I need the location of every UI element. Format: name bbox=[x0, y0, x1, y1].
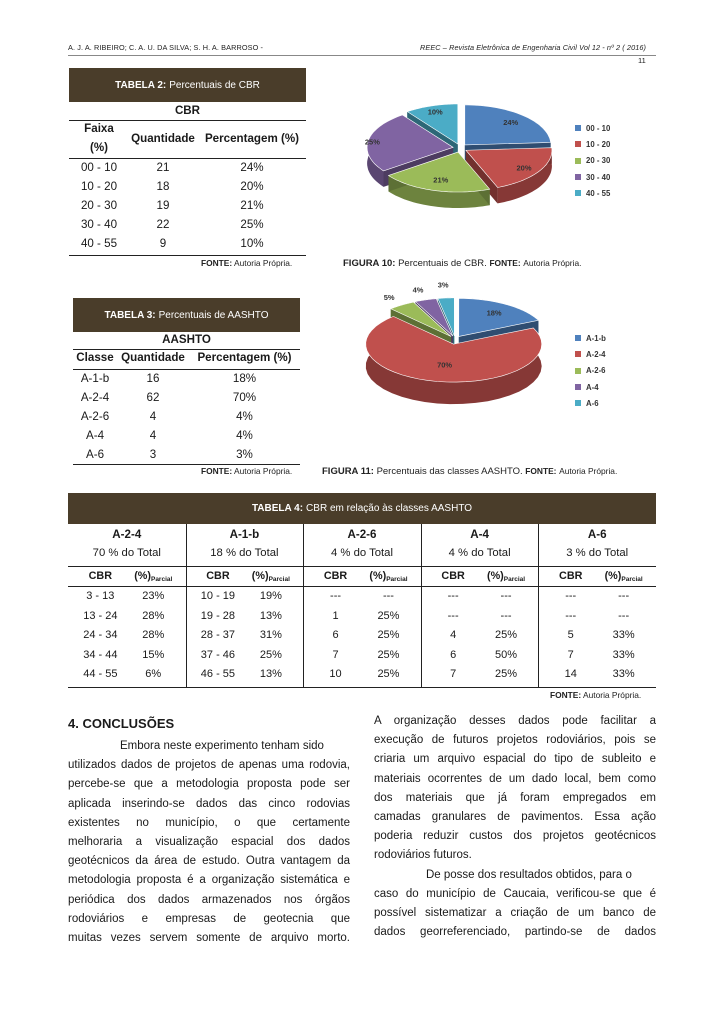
table4-cell-cbr: 1 bbox=[332, 609, 339, 622]
right-column-line: dados georreferenciado, partindo-se de dados bbox=[374, 926, 656, 939]
figure11-source-text: Autoria Própria. bbox=[559, 466, 618, 476]
table2-cell-percentagem: 24% bbox=[240, 161, 264, 174]
legend-swatch bbox=[575, 400, 581, 406]
page-number: 11 bbox=[638, 56, 646, 65]
table2-cell-percentagem: 10% bbox=[240, 237, 264, 250]
table4-sub-pct-label: (%) bbox=[251, 570, 269, 582]
left-column-line: existentes no município, o que certamente bbox=[68, 816, 350, 829]
table4-cell-cbr: 37 - 46 bbox=[200, 648, 236, 661]
legend-entry bbox=[575, 185, 610, 201]
running-header-authors: A. J. A. RIBEIRO; C. A. U. DA SILVA; S. H. A. BARROSO - bbox=[68, 43, 264, 52]
table4-group-name: A-4 bbox=[470, 528, 489, 541]
table3-source-label: FONTE: bbox=[201, 466, 233, 476]
table4-cell-pct: 25% bbox=[495, 629, 518, 641]
table4-cell-cbr: 28 - 37 bbox=[200, 629, 236, 641]
table4-cell-cbr: 34 - 44 bbox=[83, 648, 118, 661]
figure10-pie-slices bbox=[364, 104, 552, 208]
legend-swatch bbox=[575, 174, 581, 180]
table3-rule-bottom bbox=[73, 464, 300, 465]
left-column-line: melhoraria a visualização espacial dos dados bbox=[68, 836, 350, 849]
table4-group-name: A-6 bbox=[587, 528, 607, 541]
pie-data-label: 21% bbox=[433, 175, 449, 185]
legend-entry bbox=[575, 169, 610, 185]
table4-cell-pct: --- bbox=[382, 590, 394, 602]
legend-label: A-6 bbox=[586, 398, 599, 408]
table4-sub-pct bbox=[597, 570, 650, 583]
right-column-line: De posse dos resultados obtidos, para o bbox=[426, 868, 632, 881]
table2-rule-top bbox=[69, 120, 306, 121]
figure11-pie-chart bbox=[350, 280, 560, 438]
table4-cell-pct: 28% bbox=[142, 609, 165, 622]
table4-cell-pct: 25% bbox=[377, 648, 400, 661]
table4-cell-pct: 19% bbox=[259, 590, 282, 602]
table4-cell-cbr: 7 bbox=[567, 648, 574, 661]
table3-cell-classe: A-4 bbox=[85, 429, 105, 442]
table3-cell-quantidade: 16 bbox=[146, 372, 160, 385]
pie-data-label: 25% bbox=[364, 137, 380, 147]
table3-cell-percentagem: 3% bbox=[236, 448, 253, 461]
table4-group-name: A-2-6 bbox=[347, 528, 377, 541]
pie-data-label: 5% bbox=[383, 293, 395, 303]
legend-swatch bbox=[575, 384, 581, 390]
legend-label: 20 - 30 bbox=[586, 156, 611, 166]
pie-data-label: 24% bbox=[503, 118, 519, 128]
table2-rule-bottom bbox=[69, 255, 306, 256]
table3-group-header: AASHTO bbox=[162, 333, 211, 346]
table3-cell-quantidade: 4 bbox=[149, 410, 157, 423]
left-column-line: Embora neste experimento tenham sido bbox=[120, 740, 324, 752]
table4-rule-sub-bottom bbox=[68, 586, 656, 587]
table4-cell-cbr: 44 - 55 bbox=[83, 668, 118, 680]
legend-swatch bbox=[575, 335, 581, 341]
table2-source-text: Autoria Própria. bbox=[234, 258, 293, 268]
left-column-line: muitas vezes servem somente de arquivo morto. bbox=[68, 932, 350, 945]
pie-data-label: 20% bbox=[516, 163, 532, 173]
figure10-source-label: FONTE: bbox=[489, 258, 521, 268]
table4-title-label: TABELA 4: bbox=[251, 503, 304, 514]
table4-cell-pct: 6% bbox=[145, 668, 162, 680]
table3-col-percentagem: Percentagem (%) bbox=[197, 351, 292, 364]
table4-cell-cbr: 4 bbox=[450, 629, 457, 641]
legend-entry bbox=[575, 153, 610, 169]
table3-cell-quantidade: 62 bbox=[146, 391, 160, 404]
table4-cell-cbr: 10 bbox=[329, 668, 342, 680]
table4-cell-cbr: 10 - 19 bbox=[200, 590, 236, 602]
left-column-line: periódica dos dados armazenados nos órgãos bbox=[68, 893, 350, 906]
table4-title-text: CBR em relação às classes AASHTO bbox=[306, 503, 473, 514]
table4-sub-pct-suffix: Parcial bbox=[621, 576, 643, 583]
table4-cell-pct: 25% bbox=[377, 609, 400, 622]
right-column-line: caso do município de Caucaia, verificou-se que é bbox=[374, 887, 656, 900]
table4-cell-pct: 31% bbox=[259, 629, 282, 641]
table4-cell-pct: --- bbox=[618, 590, 630, 602]
left-column-line: aplicada inserindo-se dados das cinco rodovias bbox=[68, 797, 350, 810]
table3-cell-quantidade: 4 bbox=[149, 429, 157, 442]
table2-cell-faixa: 30 - 40 bbox=[80, 218, 118, 231]
left-column-line: utilizados dados de projetos de apenas uma rodovia, bbox=[68, 759, 350, 772]
table4-cell-cbr: 7 bbox=[332, 648, 339, 661]
table4-sub-cbr: CBR bbox=[441, 570, 465, 582]
figure11-caption-label: FIGURA 11: bbox=[322, 466, 374, 477]
table4-cell-pct: 50% bbox=[495, 648, 518, 661]
table4-group-total: 70 % do Total bbox=[92, 547, 161, 559]
right-column-line: criaria um arquivo espacial do tipo de subleito e bbox=[374, 753, 656, 766]
figure10-caption-text: Percentuais de CBR. bbox=[398, 258, 487, 269]
right-column-line: possível sistematizar a criação de um banco de bbox=[374, 907, 656, 920]
table2-source-label: FONTE: bbox=[201, 258, 233, 268]
table4-sub-cbr: CBR bbox=[559, 570, 583, 582]
figure10-caption-label: FIGURA 10: bbox=[343, 258, 396, 269]
table4-cell-pct: 33% bbox=[612, 629, 635, 641]
table2-title-label: TABELA 2: bbox=[115, 79, 167, 91]
table4-cell-pct: --- bbox=[618, 609, 630, 622]
table4-cell-pct: --- bbox=[500, 590, 512, 602]
table3-col-quantidade: Quantidade bbox=[121, 351, 185, 364]
left-column-text bbox=[68, 737, 350, 948]
table3-cell-classe: A-2-4 bbox=[80, 391, 110, 404]
table4-cell-cbr: 19 - 28 bbox=[200, 609, 236, 622]
table4-group-total: 4 % do Total bbox=[448, 547, 511, 559]
table4-source-label: FONTE: bbox=[550, 690, 582, 700]
pie-data-label: 10% bbox=[427, 107, 443, 117]
table3-rule-mid bbox=[73, 369, 300, 370]
legend-label: A-2-6 bbox=[586, 366, 606, 376]
legend-entry bbox=[575, 379, 606, 395]
legend-swatch bbox=[575, 351, 581, 357]
table2-col-faixa: Faixa bbox=[84, 122, 114, 135]
table3-title-bar bbox=[73, 298, 300, 332]
table2-cell-quantidade: 18 bbox=[156, 180, 170, 193]
table4-cell-cbr: 46 - 55 bbox=[200, 668, 236, 680]
pie-data-label: 18% bbox=[486, 308, 502, 318]
table4-group-name: A-2-4 bbox=[112, 528, 142, 541]
table4-sub-pct bbox=[362, 570, 415, 583]
table2-col-percentagem: Percentagem (%) bbox=[204, 132, 300, 145]
table4-sub-pct-suffix: Parcial bbox=[386, 576, 408, 583]
right-column-line: camadas granulares de pavimentos. Essa ação bbox=[374, 811, 656, 824]
legend-entry bbox=[575, 330, 606, 346]
pie-data-label: 3% bbox=[437, 280, 449, 290]
table4-cell-cbr: --- bbox=[447, 609, 459, 622]
right-column-text bbox=[374, 712, 656, 942]
table4-source-text: Autoria Própria. bbox=[583, 690, 642, 700]
pie-data-label: 4% bbox=[412, 285, 424, 295]
table3-title-text: Percentuais de AASHTO bbox=[158, 309, 269, 321]
table4-sub-pct bbox=[244, 570, 297, 583]
table2-cell-quantidade: 9 bbox=[159, 237, 167, 250]
table4-group-total: 3 % do Total bbox=[566, 547, 629, 559]
table4-cell-cbr: --- bbox=[565, 590, 577, 602]
header-rule bbox=[68, 55, 656, 56]
table3-cell-percentagem: 4% bbox=[236, 429, 253, 442]
right-column-line: A organização desses dados pode facilitar a bbox=[374, 715, 656, 727]
left-column-line: rodoviários e empresas de geotecnia que bbox=[68, 912, 350, 925]
legend-label: 00 - 10 bbox=[586, 123, 611, 133]
table3-cell-classe: A-6 bbox=[85, 448, 105, 461]
table4-cell-cbr: --- bbox=[330, 590, 342, 602]
table4-title-bar bbox=[68, 493, 656, 524]
table3-cell-classe: A-1-b bbox=[80, 372, 110, 385]
legend-entry bbox=[575, 120, 610, 136]
table4-cell-cbr: --- bbox=[447, 590, 459, 602]
legend-label: A-1-b bbox=[586, 333, 606, 343]
table3-source-text: Autoria Própria. bbox=[234, 466, 293, 476]
right-column-line: rodoviários futuros. bbox=[374, 849, 472, 862]
table2-source bbox=[201, 258, 292, 268]
table3-source bbox=[201, 466, 292, 476]
table2-cell-faixa: 10 - 20 bbox=[80, 180, 118, 193]
legend-label: A-2-4 bbox=[586, 349, 606, 359]
table4-cell-cbr: 7 bbox=[450, 668, 457, 680]
table2-cell-percentagem: 21% bbox=[240, 199, 264, 212]
table4-sub-pct-suffix: Parcial bbox=[150, 576, 173, 583]
table4-cell-cbr: 3 - 13 bbox=[86, 590, 115, 602]
figure10-caption bbox=[343, 258, 581, 269]
table4-cell-cbr: --- bbox=[565, 609, 577, 622]
legend-entry bbox=[575, 346, 606, 362]
table4-sub-pct bbox=[480, 570, 533, 583]
left-column-line: percebe-se que a metodologia proposta pode ser bbox=[68, 778, 350, 791]
table3-title-label: TABELA 3: bbox=[104, 309, 156, 321]
table2-cell-faixa: 00 - 10 bbox=[80, 161, 118, 174]
table4-source bbox=[550, 690, 641, 700]
table2-cell-quantidade: 21 bbox=[156, 161, 170, 174]
table4-cell-cbr: 24 - 34 bbox=[83, 629, 118, 641]
table2-cell-quantidade: 19 bbox=[156, 199, 170, 212]
table4-cell-pct: 25% bbox=[495, 668, 518, 680]
legend-swatch bbox=[575, 125, 581, 131]
table4-sub-pct-label: (%) bbox=[604, 570, 622, 582]
pie-data-label: 70% bbox=[437, 360, 453, 370]
table4-cell-cbr: 6 bbox=[450, 648, 457, 661]
section-title: 4. CONCLUSÕES bbox=[68, 716, 175, 731]
table3-cell-quantidade: 3 bbox=[149, 448, 157, 461]
legend-swatch bbox=[575, 368, 581, 374]
table4-cell-pct: 13% bbox=[259, 668, 282, 680]
table4-cell-pct: 33% bbox=[612, 648, 635, 661]
table4-cell-cbr: 14 bbox=[564, 668, 577, 680]
figure10-source-text: Autoria Própria. bbox=[523, 258, 582, 268]
table4-group-total: 4 % do Total bbox=[331, 547, 393, 559]
table2-cell-faixa: 20 - 30 bbox=[80, 199, 118, 212]
table4-sub-pct-label: (%) bbox=[486, 570, 504, 582]
table3-cell-classe: A-2-6 bbox=[80, 410, 110, 423]
figure10-pie-chart bbox=[350, 100, 560, 220]
table4-cell-pct: 15% bbox=[142, 648, 165, 661]
legend-label: 30 - 40 bbox=[586, 172, 611, 182]
right-column-line: poderia reduzir custos dos projetos geotécnicos bbox=[374, 830, 656, 843]
table4-sub-pct-suffix: Parcial bbox=[268, 576, 290, 583]
table2-cell-quantidade: 22 bbox=[156, 218, 170, 231]
table4-cell-cbr: 6 bbox=[332, 629, 339, 641]
table4-group-total: 18 % do Total bbox=[210, 547, 279, 559]
table2-title-text: Percentuais de CBR bbox=[169, 79, 260, 91]
figure11-caption bbox=[322, 466, 617, 477]
figure11-legend bbox=[575, 330, 606, 411]
figure11-pie-slices bbox=[366, 298, 542, 404]
table2-col-quantidade: Quantidade bbox=[131, 132, 195, 145]
table4-cell-pct: 13% bbox=[259, 609, 282, 622]
table4-sub-pct-suffix: Parcial bbox=[503, 576, 526, 583]
table3-cell-percentagem: 4% bbox=[236, 410, 253, 423]
left-column-line: geotécnicos da área de estudo. Outra vantagem da bbox=[68, 855, 350, 868]
legend-entry bbox=[575, 363, 606, 379]
table3-cell-percentagem: 70% bbox=[232, 391, 257, 404]
table4-rule-sub-top bbox=[68, 566, 656, 567]
table2-group-header: CBR bbox=[174, 104, 201, 117]
table3-cell-percentagem: 18% bbox=[232, 372, 257, 385]
table2-rule-mid bbox=[69, 158, 306, 159]
legend-entry bbox=[575, 395, 606, 411]
legend-swatch bbox=[575, 190, 581, 196]
table4-cell-pct: 25% bbox=[377, 668, 400, 680]
table4-sub-cbr: CBR bbox=[206, 570, 230, 582]
table4-cell-pct: 28% bbox=[142, 629, 165, 641]
table4-sub-pct-label: (%) bbox=[134, 570, 151, 582]
legend-entry bbox=[575, 136, 610, 152]
table4-cell-pct: 25% bbox=[377, 629, 400, 641]
table2-cell-percentagem: 20% bbox=[240, 180, 264, 193]
legend-label: 10 - 20 bbox=[586, 139, 611, 149]
table4-sub-cbr: CBR bbox=[88, 570, 113, 582]
table4-sub-cbr: CBR bbox=[323, 570, 348, 582]
table4-rule-bottom bbox=[68, 687, 656, 688]
table2-col-faixa-unit: (%) bbox=[89, 141, 109, 154]
table3-rule-top bbox=[73, 349, 300, 350]
right-column-line: execução de futuros projetos rodoviários, pois se bbox=[374, 734, 656, 747]
table4-sub-pct-label: (%) bbox=[369, 570, 387, 582]
legend-label: A-4 bbox=[586, 382, 599, 392]
table2-cell-faixa: 40 - 55 bbox=[80, 237, 118, 250]
table4-cell-cbr: 5 bbox=[567, 629, 574, 641]
table2-cell-percentagem: 25% bbox=[240, 218, 264, 231]
legend-swatch bbox=[575, 158, 581, 164]
table4-sub-pct bbox=[127, 570, 180, 583]
table4-group-name: A-1-b bbox=[229, 528, 260, 541]
running-header-journal: REEC – Revista Eletrônica de Engenharia Civil Vol 12 - nº 2 ( 2016) bbox=[420, 43, 647, 52]
figure11-source-label: FONTE: bbox=[525, 466, 557, 476]
legend-label: 40 - 55 bbox=[586, 188, 611, 198]
right-column-line: dos materiais que já foram empregados em bbox=[374, 791, 656, 804]
left-column-line: metodologia proposta é a organização sistemática e bbox=[68, 874, 350, 887]
legend-swatch bbox=[575, 141, 581, 147]
table3-col-classe: Classe bbox=[76, 351, 114, 364]
table2-title-bar bbox=[69, 68, 306, 102]
table4-cell-pct: 25% bbox=[259, 648, 282, 661]
figure10-legend bbox=[575, 120, 610, 201]
table4-cell-pct: --- bbox=[500, 609, 512, 622]
table4-cell-pct: 33% bbox=[612, 668, 635, 680]
figure11-caption-text: Percentuais das classes AASHTO. bbox=[376, 466, 523, 477]
table4-cell-cbr: 13 - 24 bbox=[83, 609, 118, 622]
right-column-line: materiais ocorrentes de um dado local, bem como bbox=[374, 772, 656, 785]
table4-cell-pct: 23% bbox=[142, 590, 165, 602]
